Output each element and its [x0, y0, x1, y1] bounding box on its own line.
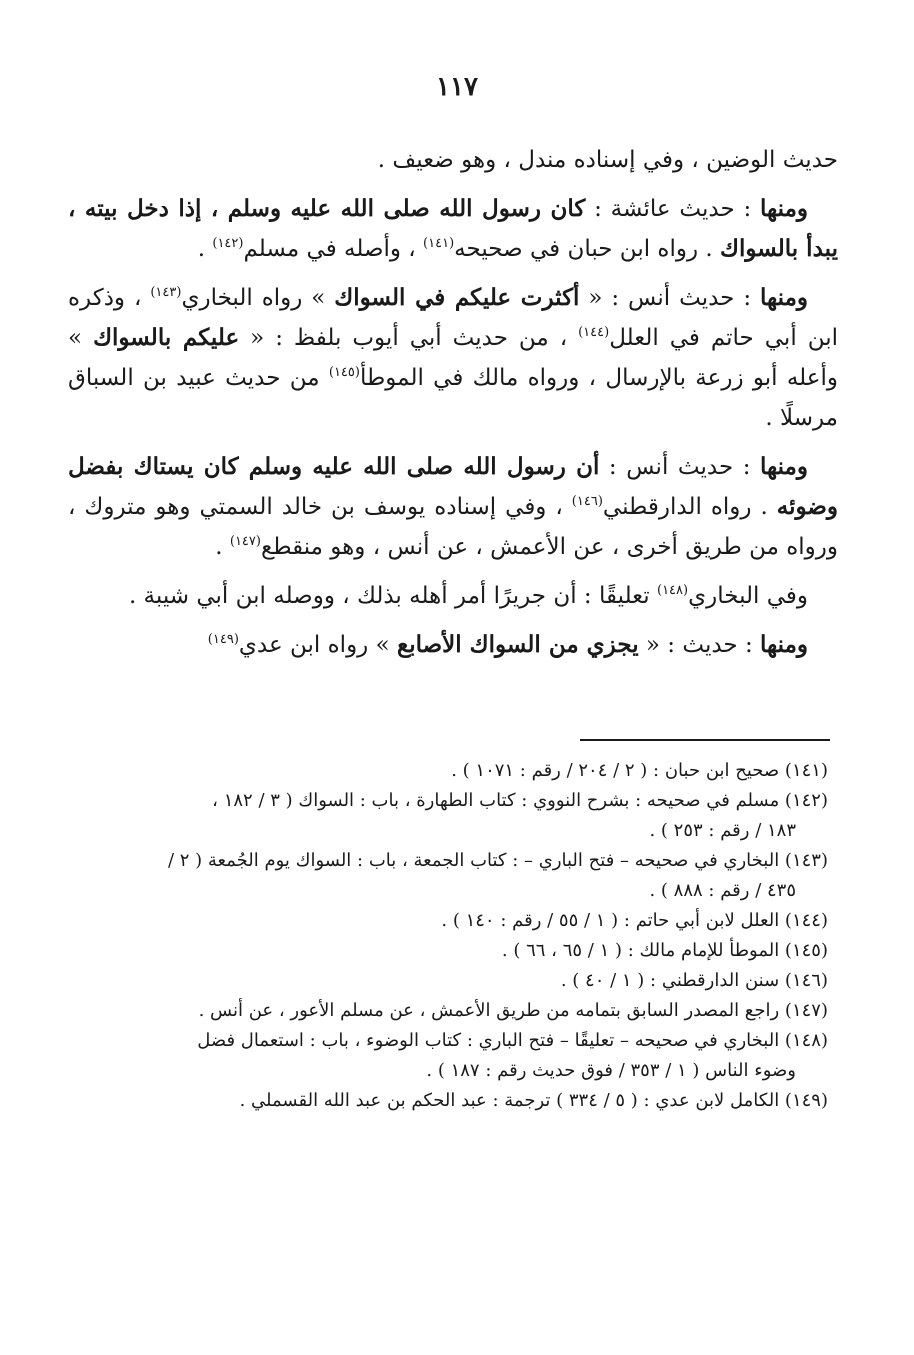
footnote-148: (١٤٨) البخاري في صحيحه – تعليقًا – فتح الباري : كتاب الوضوء ، باب : استعمال فضل	[197, 1030, 828, 1051]
text-run: .	[197, 236, 213, 262]
footnote-143: (١٤٣) البخاري في صحيحه – فتح الباري – : كتاب الجمعة ، باب : السواك يوم الجُمعة ( ٢ /	[167, 850, 828, 871]
text-run: .	[215, 534, 230, 560]
footnotes-section	[88, 756, 828, 1116]
footnote-142-continuation: ١٨٣ / رقم : ٢٥٣ ) .	[649, 820, 796, 841]
footnote-149: (١٤٩) الكامل لابن عدي : ( ٥ / ٣٣٤ ) ترجمة : عبد الحكم بن عبد الله القسملي .	[239, 1090, 828, 1111]
text-run: : حديث أنس : «	[579, 285, 761, 311]
footnote-divider	[580, 739, 830, 741]
paragraph-5	[68, 576, 838, 616]
text-run: . رواه ابن حبان في صحيحه	[454, 236, 721, 262]
footnote-143-continuation: ٤٣٥ / رقم : ٨٨٨ ) .	[649, 880, 796, 901]
paragraph-lead: ومنها	[760, 195, 809, 222]
hadith-quote: عليكم بالسواك	[93, 324, 240, 351]
text-run: » وأعله أبو زرعة بالإرسال ، ورواه مالك في الموطأ	[68, 325, 838, 391]
footnote-ref[interactable]: (١٤١)	[423, 236, 455, 251]
text-run: : حديث أنس :	[599, 454, 760, 480]
text-run: ، وذكره ابن أبي حاتم في العلل	[68, 285, 838, 351]
footnote-ref[interactable]: (١٤٧)	[229, 534, 261, 549]
text-run: » رواه ابن عدي	[238, 632, 397, 658]
footnote-ref[interactable]: (١٤٩)	[207, 632, 239, 647]
paragraph-3	[68, 278, 838, 438]
paragraph-4	[68, 447, 838, 567]
hadith-quote: كان رسول الله صلى الله عليه وسلم ، إذا دخل بيته ، يبدأ بالسواك	[68, 195, 838, 262]
text-run: : حديث : «	[638, 632, 761, 658]
text-run: وفي البخاري	[688, 583, 808, 609]
footnote-144: (١٤٤) العلل لابن أبي حاتم : ( ١ / ٥٥ / رقم : ١٤٠ ) .	[441, 910, 828, 931]
footnote-ref[interactable]: (١٤٨)	[657, 583, 689, 598]
footnote-145: (١٤٥) الموطأ للإمام مالك : ( ١ / ٦٥ ، ٦٦ ) .	[501, 940, 828, 961]
text-run: » رواه البخاري	[181, 285, 335, 311]
page-number: ١١٧	[436, 72, 478, 102]
paragraph-1: حديث الوضين ، وفي إسناده مندل ، وهو ضعيف .	[377, 147, 838, 173]
text-run: ، وأصله في مسلم	[243, 236, 424, 262]
footnote-ref[interactable]: (١٤٤)	[578, 325, 610, 340]
text-run: ، وفي إسناده يوسف بن خالد السمتي وهو متروك ، ورواه من طريق أخرى ، عن الأعمش ، عن أنس ، وهو منقطع	[68, 494, 838, 560]
footnote-ref[interactable]: (١٤٥)	[328, 365, 360, 380]
footnote-146: (١٤٦) سنن الدارقطني : ( ١ / ٤٠ ) .	[560, 970, 828, 991]
text-run: من حديث عبيد بن السباق مرسلًا .	[68, 365, 838, 431]
main-text	[68, 140, 838, 674]
paragraph-6	[68, 625, 838, 665]
footnote-ref[interactable]: (١٤٢)	[212, 236, 244, 251]
paragraph-lead: ومنها	[760, 453, 808, 480]
footnote-141: (١٤١) صحيح ابن حبان : ( ٢ / ٢٠٤ / رقم : ١٠٧١ ) .	[451, 760, 828, 781]
footnote-142: (١٤٢) مسلم في صحيحه : بشرح النووي : كتاب الطهارة ، باب : السواك ( ٣ / ١٨٢ ،	[212, 790, 828, 811]
hadith-quote: أكثرت عليكم في السواك	[334, 284, 580, 311]
text-run: : حديث عائشة :	[585, 196, 761, 222]
text-run: ، من حديث أبي أيوب بلفظ : «	[239, 325, 579, 351]
paragraph-lead: ومنها	[760, 284, 808, 311]
footnote-148-continuation: وضوء الناس ( ١ / ٣٥٣ / فوق حديث رقم : ١٨٧ ) .	[426, 1060, 796, 1081]
footnote-ref[interactable]: (١٤٣)	[150, 285, 182, 300]
paragraph-lead: ومنها	[760, 631, 808, 658]
footnote-ref[interactable]: (١٤٦)	[571, 494, 603, 509]
paragraph-2	[68, 189, 838, 269]
text-run: . رواه الدارقطني	[602, 494, 777, 520]
text-run: تعليقًا : أن جريرًا أمر أهله بذلك ، ووصله ابن أبي شيبة .	[128, 583, 657, 609]
hadith-quote: يجزي من السواك الأصابع	[396, 631, 639, 658]
footnote-147: (١٤٧) راجع المصدر السابق بتمامه من طريق الأعمش ، عن مسلم الأعور ، عن أنس .	[198, 1000, 828, 1021]
hadith-quote: أن رسول الله صلى الله عليه وسلم كان يستاك بفضل وضوئه	[68, 453, 838, 520]
